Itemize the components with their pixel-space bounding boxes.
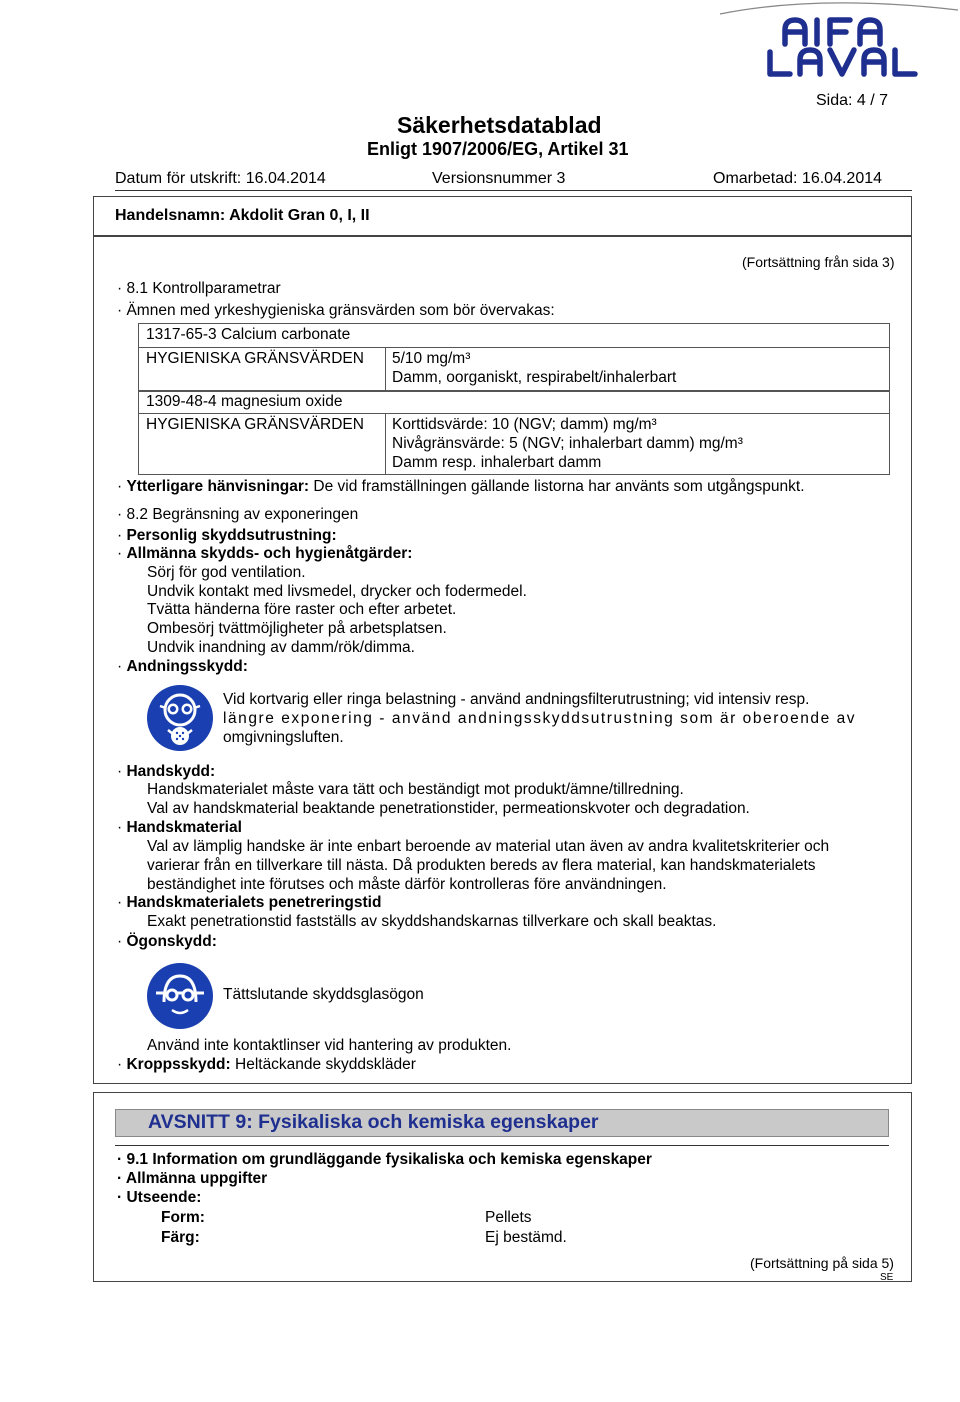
color-value: Ej bestämd.: [485, 1229, 567, 1246]
trade-name-box: [93, 196, 912, 236]
appearance-heading: · Utseende:: [117, 1189, 201, 1207]
glove-material-text: varierar från en tillverkare till nästa. Då produkten bereds av flera material, kan handskmaterialets: [147, 857, 816, 874]
respiratory-text: längre exponering - använd andningsskyddsutrustning som är oberoende av: [223, 710, 857, 727]
limit-note: Damm, oorganiskt, respirabelt/inhalerbart: [392, 369, 677, 386]
section-9-1-heading: · 9.1 Information om grundläggande fysikaliska och kemiska egenskaper: [117, 1151, 652, 1169]
revision-date: Omarbetad: 16.04.2014: [713, 170, 883, 187]
continued-to: (Fortsättning på sida 5): [750, 1255, 894, 1271]
print-date: Datum för utskrift: 16.04.2014: [115, 170, 326, 187]
document-subtitle: Enligt 1907/2006/EG, Artikel 31: [367, 139, 629, 159]
glove-material-text: Val av lämplig handske är inte enbart beroende av material utan även av andra kvalitetskriterier och: [147, 838, 830, 855]
language-code: SE: [880, 1272, 894, 1283]
document-title: Säkerhetsdatablad: [397, 112, 602, 138]
glove-material-heading: · Handskmaterial: [117, 819, 242, 837]
substances-heading: · Ämnen med yrkeshygieniska gränsvärden som bör övervakas:: [117, 302, 555, 320]
section-8-2-heading: · 8.2 Begränsning av exponeringen: [117, 506, 358, 524]
form-label: Form:: [161, 1209, 205, 1226]
table-divider: [385, 413, 386, 475]
respiratory-text: omgivningsluften.: [223, 729, 344, 746]
general-measure-item: Sörj för god ventilation.: [147, 564, 306, 581]
hand-protection-heading: · Handskydd:: [117, 763, 215, 781]
table-divider: [138, 347, 890, 348]
color-label: Färg:: [161, 1229, 200, 1246]
general-info-heading: · Allmänna uppgifter: [117, 1170, 267, 1188]
section-8-1-heading: · 8.1 Kontrollparametrar: [117, 280, 281, 298]
penetration-heading: · Handskmaterialets penetreringstid: [117, 894, 381, 912]
ppe-heading: · Personlig skyddsutrustning:: [117, 527, 337, 545]
eye-protection-text: Tättslutande skyddsglasögon: [223, 986, 424, 1003]
section-9-title: AVSNITT 9: Fysikaliska och kemiska egenskaper: [148, 1111, 599, 1133]
penetration-text: Exakt penetrationstid fastställs av skyddshandskarnas tillverkare och skall beaktas.: [147, 913, 717, 930]
table-divider: [385, 347, 386, 391]
section-9-title-bar: [115, 1109, 889, 1137]
version-number: Versionsnummer 3: [432, 170, 566, 187]
limit-value: Korttidsvärde: 10 (NGV; damm) mg/m³: [392, 416, 657, 433]
limit-label: HYGIENISKA GRÄNSVÄRDEN: [146, 416, 364, 433]
trade-name: Handelsnamn: Akdolit Gran 0, I, II: [115, 207, 370, 224]
limit-label: HYGIENISKA GRÄNSVÄRDEN: [146, 350, 364, 367]
continued-from: (Fortsättning från sida 3): [742, 254, 895, 270]
further-references: · Ytterligare hänvisningar: De vid framställningen gällande listorna har använts som utgångspunkt.: [117, 478, 805, 496]
eye-protection-heading: · Ögonskydd:: [117, 933, 217, 951]
general-measure-item: Undvik inandning av damm/rök/dimma.: [147, 639, 415, 656]
alfa-laval-logo: [700, 0, 960, 80]
general-measure-item: Ombesörj tvättmöjligheter på arbetsplatsen.: [147, 620, 447, 637]
limit-value: 5/10 mg/m³: [392, 350, 471, 367]
limit-note: Damm resp. inhalerbart damm: [392, 454, 602, 471]
respiratory-text: Vid kortvarig eller ringa belastning - använd andningsfilterutrustning; vid intensiv resp.: [223, 691, 810, 708]
hand-protection-item: Handskmaterialet måste vara tätt och beständigt mot produkt/ämne/tillredning.: [147, 781, 684, 798]
substance-name: 1309-48-4 magnesium oxide: [146, 393, 343, 410]
glove-material-text: beständighet inte förutses och måste därför kontrolleras före användningen.: [147, 876, 667, 893]
page-number: Sida: 4 / 7: [816, 92, 889, 109]
respiratory-heading: · Andningsskydd:: [117, 658, 248, 676]
general-measure-item: Undvik kontakt med livsmedel, drycker och fodermedel.: [147, 583, 527, 600]
general-measures-heading: · Allmänna skydds- och hygienåtgärder:: [117, 545, 412, 563]
table-divider: [138, 413, 890, 414]
section-9-rule: [115, 1145, 889, 1146]
hand-protection-item: Val av handskmaterial beaktande penetrationstider, permeationskvoter och degradation.: [147, 800, 750, 817]
substance-name: 1317-65-3 Calcium carbonate: [146, 326, 351, 343]
general-measure-item: Tvätta händerna före raster och efter arbetet.: [147, 601, 457, 618]
body-protection: · Kroppsskydd: Heltäckande skyddskläder: [117, 1056, 416, 1074]
header-rule: [115, 190, 912, 191]
limit-value: Nivågränsvärde: 5 (NGV; inhalerbart damm) mg/m³: [392, 435, 743, 452]
respirator-mask-icon: [146, 684, 214, 752]
safety-goggles-icon: [146, 962, 214, 1030]
eye-protection-note: Använd inte kontaktlinser vid hantering av produkten.: [147, 1037, 512, 1054]
form-value: Pellets: [485, 1209, 532, 1226]
